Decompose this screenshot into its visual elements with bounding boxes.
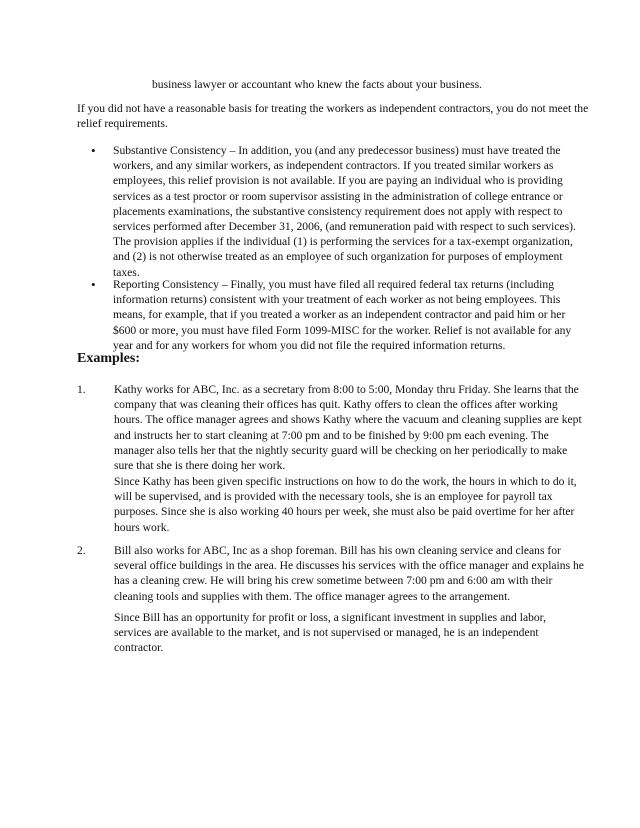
example-paragraph: Since Bill has an opportunity for profit or loss, a significant investment in supplies and labor, services are available to the market, and is not supervised or managed, he is an independent contractor. (114, 611, 546, 655)
reasonable-basis-paragraph: If you did not have a reasonable basis for treating the workers as independent contractors, you do not meet the relief requirements. (77, 102, 589, 131)
example-number: 2. (77, 544, 86, 557)
continuation-line: business lawyer or accountant who knew the facts about your business. (152, 78, 483, 91)
bullet-text: Substantive Consistency – In addition, you (and any predecessor business) must have treated the workers, and any similar workers, as independent contractors. If you treated similar workers as employees, this relief provision is not available. If you are paying an individual who is providing services as a test proctor or room supervisor assisting in the administration of college entrance or placements examinations, the substantive consistency requirement does not apply with respect to services performed after December 31, 2006, (and remuneration paid with respect to such services). The provision applies if the individual (1) is performing the services for a tax-exempt organization, and (2) is not otherwise treated as an employee of such organization for purposes of employment taxes. (113, 144, 576, 279)
bullet-marker: • (91, 143, 96, 158)
example-paragraph: Since Kathy has been given specific instructions on how to do the work, the hours in which to do it, will be supervised, and is provided with the necessary tools, she is an employee for payroll tax purposes. Since she is also working 40 hours per week, she must also be paid overtime for her after hours work. (114, 475, 577, 534)
example-number: 1. (77, 383, 86, 396)
example-paragraph: Bill also works for ABC, Inc as a shop foreman. Bill has his own cleaning service and cleans for several office buildings in the area. He discusses his services with the office manager and explains he has a cleaning crew. He will bring his crew sometime between 7:00 pm and 6:00 am with their cleaning tools and supplies with them. The office manager agrees to the arrangement. (114, 544, 584, 603)
example-paragraph: Kathy works for ABC, Inc. as a secretary from 8:00 to 5:00, Monday thru Friday. She learns that the company that was cleaning their offices has quit. Kathy offers to clean the offices after working hours. The office manager agrees and shows Kathy where the vacuum and cleaning supplies are kept and instructs her to start cleaning at 7:00 pm and to be finished by 9:00 pm each evening. The manager also tells her that the nightly security guard will be checking on her periodically to make sure that she is there doing her work. (114, 383, 582, 473)
bullet-text: Reporting Consistency – Finally, you must have filed all required federal tax returns (including information returns) consistent with your treatment of each worker as not being employees. This means, for example, that if you treated a worker as an independent contractor and paid him or her $600 or more, you must have filed Form 1099-MISC for the worker. Relief is not available for any year and for any workers for whom you did not file the required information returns. (113, 278, 572, 352)
bullet-substantive-consistency (77, 143, 589, 279)
bullet-marker: • (91, 277, 96, 292)
examples-heading: Examples: (77, 351, 140, 366)
bullet-reporting-consistency (77, 277, 589, 352)
